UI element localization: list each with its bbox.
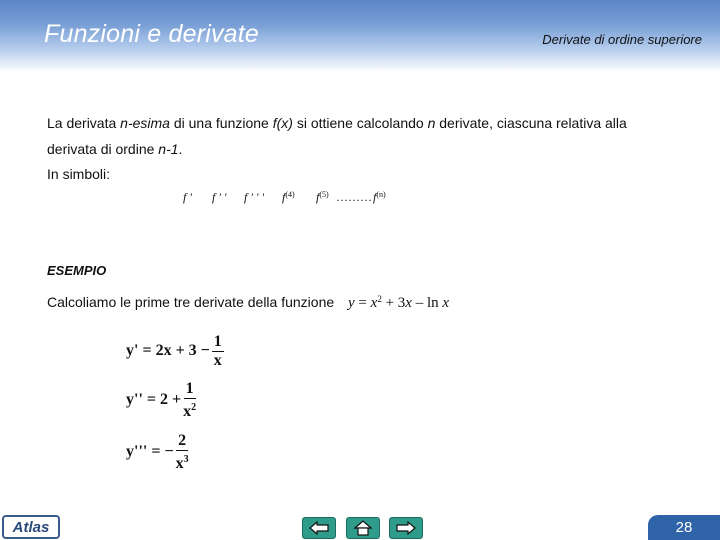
fraction-numerator: 1	[185, 380, 194, 397]
math-op: + 3	[381, 295, 406, 311]
italic-term: n	[427, 115, 436, 131]
fraction-denominator	[183, 399, 196, 420]
fraction	[176, 432, 189, 472]
first-derivative-formula	[126, 333, 224, 369]
example-function	[348, 294, 449, 312]
logo-text: Atlas	[12, 518, 50, 536]
symbol-order: (n)	[376, 190, 386, 199]
math-var: x	[370, 295, 378, 311]
symbol-third-derivative: f ' ' '	[244, 190, 265, 204]
italic-term: n-1	[158, 141, 179, 157]
symbol-second-derivative: f ' '	[212, 190, 227, 204]
symbol-fourth-derivative	[282, 190, 295, 205]
definition-line-2	[47, 141, 182, 157]
fraction	[183, 380, 196, 420]
symbol-base: f	[316, 190, 320, 204]
fraction-numerator: 1	[213, 333, 222, 350]
math-var: x	[442, 295, 450, 311]
page-number-badge: 28	[648, 515, 720, 540]
symbol-base: f	[373, 190, 377, 204]
symbol-nth-derivative	[373, 190, 386, 205]
italic-term: n-esima	[120, 115, 170, 131]
math-var: x	[405, 295, 412, 311]
math-op: – ln	[411, 295, 443, 311]
second-derivative-formula	[126, 380, 196, 420]
denominator-base: x	[213, 352, 222, 369]
header-banner	[0, 0, 720, 72]
formula-lhs: y' = 2x + 3 −	[126, 342, 210, 359]
fraction-numerator: 2	[178, 432, 187, 449]
math-exp: 2	[377, 294, 382, 304]
text-span: La derivata	[47, 115, 121, 131]
symbol-ellipsis: ………	[336, 190, 372, 204]
example-heading: ESEMPIO	[47, 263, 107, 278]
home-button[interactable]	[346, 517, 380, 539]
fraction-denominator	[176, 451, 189, 472]
slide-subtitle: Derivate di ordine superiore	[542, 32, 702, 47]
example-text: Calcoliamo le prime tre derivate della funzione	[47, 294, 335, 310]
presentation-title: Funzioni e derivate	[44, 20, 260, 48]
denominator-base: x	[183, 403, 192, 420]
text-span: .	[178, 141, 183, 157]
math-var: y	[348, 295, 355, 311]
text-span: derivate, ciascuna relativa alla	[435, 115, 627, 131]
formula-lhs: y'' = 2 +	[126, 391, 182, 408]
symbol-fifth-derivative	[316, 190, 329, 205]
symbols-row	[0, 190, 720, 210]
fraction-denominator	[214, 352, 222, 369]
fraction	[212, 333, 224, 369]
text-span: di una funzione	[169, 115, 273, 131]
forward-button[interactable]	[389, 517, 423, 539]
home-icon	[352, 520, 374, 536]
denominator-exponent: 3	[183, 454, 189, 465]
text-span: si ottiene calcolando	[292, 115, 428, 131]
symbol-first-derivative: f '	[183, 190, 192, 204]
forward-icon	[395, 520, 417, 536]
definition-line-1	[47, 115, 627, 131]
formula-lhs: y''' = −	[126, 443, 174, 460]
back-button[interactable]	[302, 517, 336, 539]
symbol-base: f	[282, 190, 286, 204]
denominator-exponent: 2	[191, 402, 197, 413]
math-op: =	[354, 295, 371, 311]
symbol-order: (4)	[285, 190, 295, 199]
atlas-logo[interactable]	[2, 515, 60, 539]
symbol-order: (5)	[319, 190, 329, 199]
denominator-base: x	[175, 455, 184, 472]
symbols-label: In simboli:	[47, 166, 111, 182]
italic-term: f(x)	[272, 115, 293, 131]
text-span: derivata di ordine	[47, 141, 159, 157]
back-icon	[308, 520, 330, 536]
third-derivative-formula	[126, 432, 189, 472]
